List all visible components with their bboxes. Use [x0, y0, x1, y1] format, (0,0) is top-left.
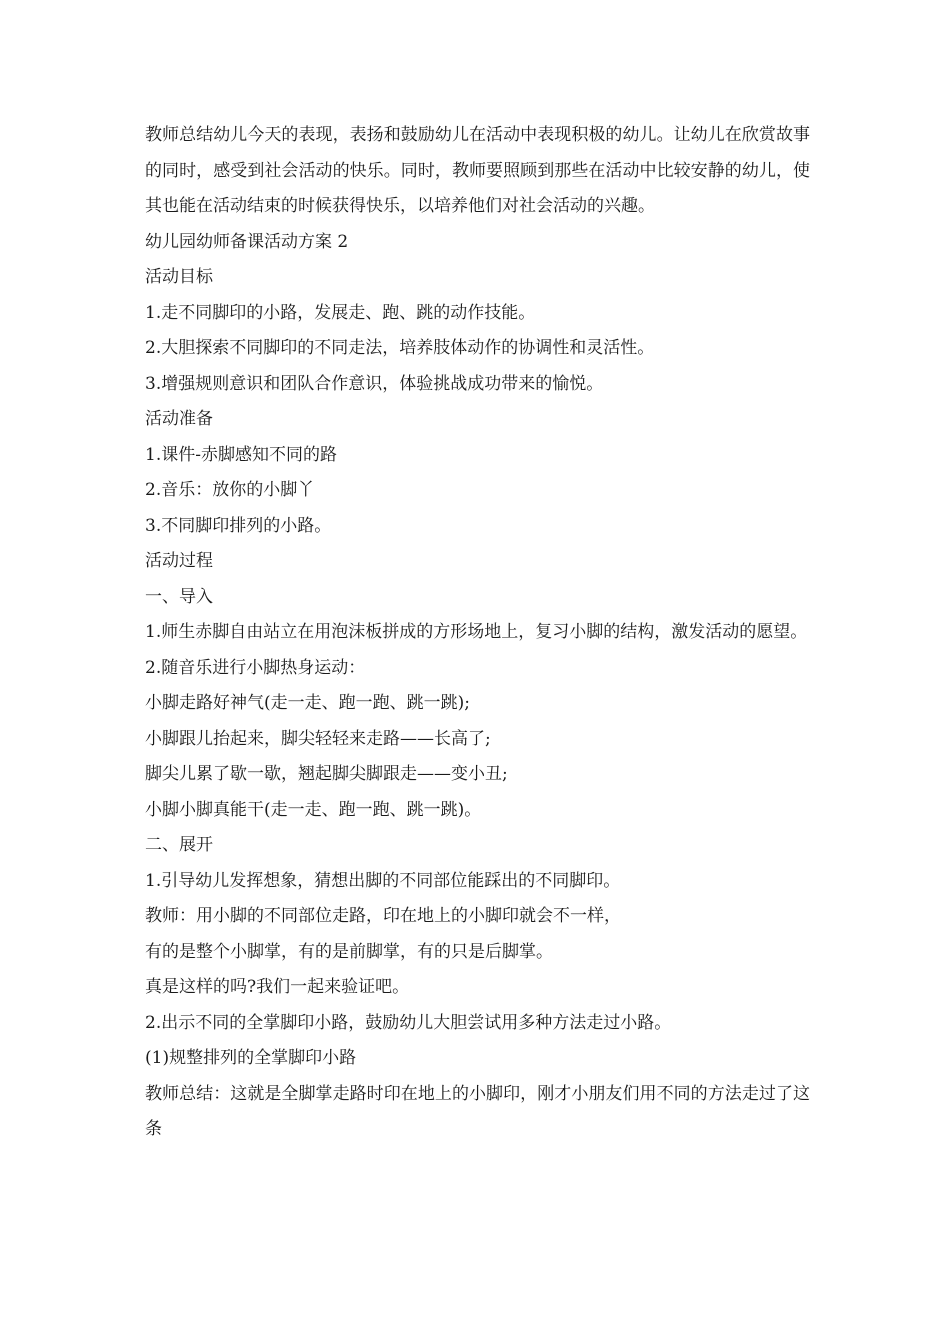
sub-item: (1)规整排列的全掌脚印小路	[145, 1048, 357, 1068]
part2-heading: 二、展开	[145, 835, 213, 855]
part2-item: 2.出示不同的全掌脚印小路，鼓励幼儿大胆尝试用多种方法走过小路。	[145, 1012, 672, 1033]
prep-heading: 活动准备	[145, 409, 213, 429]
part2-item: 1.引导幼儿发挥想象，猜想出脚的不同部位能踩出的不同脚印。	[145, 870, 621, 891]
rhyme-line: 脚尖儿累了歇一歇，翘起脚尖脚跟走——变小丑;	[145, 764, 508, 784]
part1-heading: 一、导入	[145, 586, 213, 607]
part1-item: 2.随音乐进行小脚热身运动：	[145, 657, 366, 678]
prep-item: 1.课件-赤脚感知不同的路	[145, 444, 337, 465]
goals-heading: 活动目标	[145, 267, 213, 287]
part1-item: 1.师生赤脚自由站立在用泡沫板拼成的方形场地上，复习小脚的结构，激发活动的愿望。	[145, 622, 808, 642]
teacher-summary: 教师总结：这就是全脚掌走路时印在地上的小脚印，刚才小朋友们用不同的方法走过了这条	[145, 1083, 810, 1139]
prep-item: 3.不同脚印排列的小路。	[145, 515, 332, 536]
teacher-line: 真是这样的吗?我们一起来验证吧。	[145, 977, 410, 997]
document-body	[145, 118, 810, 1148]
rhyme-line: 小脚小脚真能干(走一走、跑一跑、跳一跳)。	[145, 799, 482, 820]
goal-item: 1.走不同脚印的小路，发展走、跑、跳的动作技能。	[145, 302, 536, 323]
teacher-line: 教师：用小脚的不同部位走路，印在地上的小脚印就会不一样，	[145, 906, 621, 926]
teacher-line: 有的是整个小脚掌，有的是前脚掌，有的只是后脚掌。	[145, 941, 553, 962]
rhyme-line: 小脚走路好神气(走一走、跑一跑、跳一跳);	[145, 693, 470, 713]
goal-item: 3.增强规则意识和团队合作意识，体验挑战成功带来的愉悦。	[145, 373, 604, 394]
process-heading: 活动过程	[145, 551, 213, 571]
rhyme-line: 小脚跟儿抬起来，脚尖轻轻来走路——长高了;	[145, 728, 491, 749]
goal-item: 2.大胆探索不同脚印的不同走法，培养肢体动作的协调性和灵活性。	[145, 338, 655, 358]
section-title: 幼儿园幼师备课活动方案 2	[145, 231, 349, 252]
prep-item: 2.音乐：放你的小脚丫	[145, 480, 315, 500]
intro-paragraph: 教师总结幼儿今天的表现，表扬和鼓励幼儿在活动中表现积极的幼儿。让幼儿在欣赏故事的同时，感受到社会活动的快乐。同时，教师要照顾到那些在活动中比较安静的幼儿，使其也能在活动结束的时候获得快乐，以培养他们对社会活动的兴趣。	[145, 125, 810, 216]
